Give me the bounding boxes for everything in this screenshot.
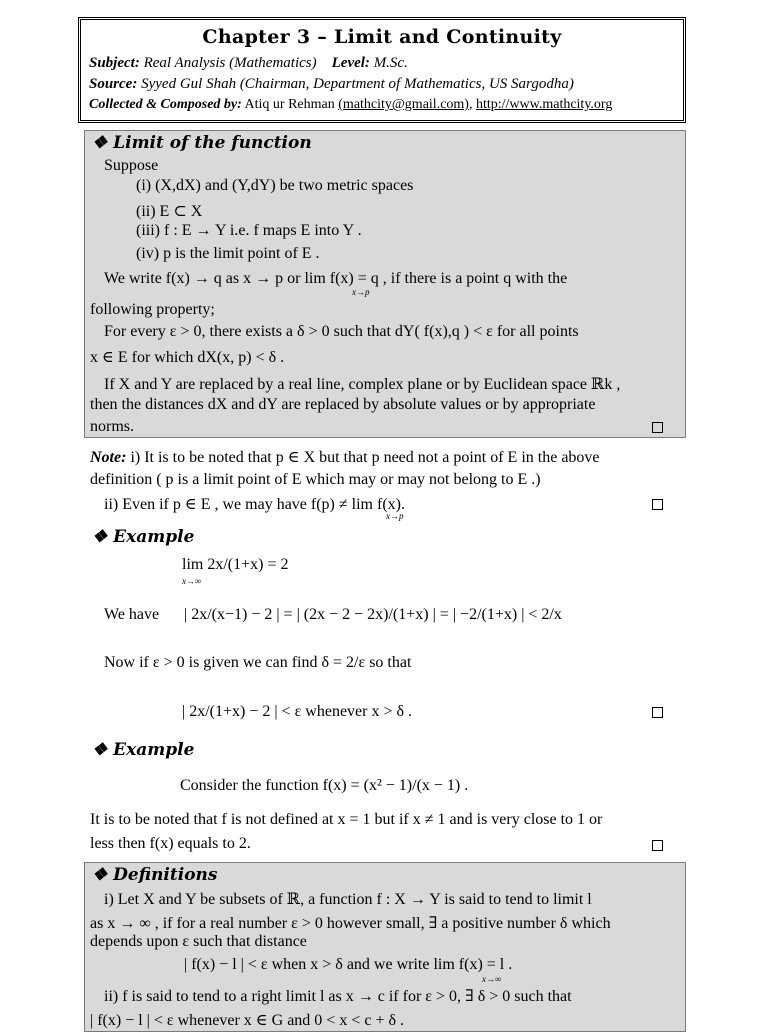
level-label: Level:: [331, 55, 370, 71]
note-text-1: i) It is to be noted that p ∈ X but that p need not a point of E in the above: [130, 449, 600, 466]
collected-label: Collected & Composed by:: [89, 97, 242, 112]
end-square-icon: [652, 420, 663, 438]
example2-line-1: It is to be noted that f is not defined at x = 1 but if x ≠ 1 and is very close to 1 or: [90, 811, 603, 828]
definition-1-line-4: | f(x) − l | < ε when x > δ and we write lim f(x) = l .: [184, 956, 513, 973]
note-line-1: [90, 447, 600, 467]
collected-line: Collected & Composed by: Atiq ur Rehman (mathcity@gmail.com), http://www.mathcity.org: [89, 97, 613, 112]
we-have-text: We have: [104, 606, 160, 623]
we-write-text: We write f(x) → q as x → p or lim f(x) = q , if there is a point q with the: [104, 270, 568, 287]
website-link[interactable]: http://www.mathcity.org: [475, 97, 613, 112]
note-line-2: definition ( p is a limit point of E which may or may not belong to E .): [90, 471, 541, 488]
email-link[interactable]: (mathcity@gmail.com): [338, 97, 469, 112]
lim-subscript: x→p: [352, 287, 370, 297]
condition-item: (i) (X,dX) and (Y,dY) be two metric spaces: [136, 177, 414, 194]
author-name: Atiq ur Rehman: [244, 97, 335, 112]
example1-heading: ❖ Example: [92, 527, 195, 547]
definition-1-line-3: depends upon ε such that distance: [90, 933, 307, 950]
chapter-title: Chapter 3 – Limit and Continuity: [202, 26, 562, 48]
x-in-e-text: x ∈ E for which dX(x, p) < δ .: [90, 349, 285, 366]
definitions-heading: ❖ Definitions: [92, 865, 218, 885]
source-line: [89, 76, 574, 93]
condition-item: (iv) p is the limit point of E .: [136, 245, 320, 262]
replaced-text: If X and Y are replaced by a real line, complex plane or by Euclidean space ℝk ,: [104, 376, 621, 393]
now-if-text: Now if ε > 0 is given we can find δ = 2/ε so that: [104, 654, 412, 671]
definition-1-line-2: as x → ∞ , if for a real number ε > 0 however small, ∃ a positive number δ which: [90, 915, 611, 932]
level-value: M.Sc.: [373, 55, 408, 71]
consider-text: Consider the function f(x) = (x² − 1)/(x − 1) .: [180, 777, 469, 794]
condition-item: (iii) f : E → Y i.e. f maps E into Y .: [136, 222, 362, 239]
example2-heading: ❖ Example: [92, 740, 195, 760]
example1-final: | 2x/(1+x) − 2 | < ε whenever x > δ .: [182, 703, 413, 720]
source-value: Syyed Gul Shah (Chairman, Department of Mathematics, US Sargodha): [141, 76, 574, 92]
header-box: [78, 17, 686, 123]
condition-item: (ii) E ⊂ X: [136, 203, 203, 220]
for-every-text: For every ε > 0, there exists a δ > 0 such that dY( f(x),q ) < ε for all points: [104, 323, 579, 340]
example1-limit: lim 2x/(1+x) = 2: [182, 556, 289, 573]
note-label: Note:: [90, 449, 127, 466]
suppose-text: Suppose: [104, 157, 159, 174]
following-text: following property;: [90, 301, 215, 318]
example1-lim-subscript: x→∞: [182, 576, 202, 586]
end-square-icon: [652, 497, 663, 515]
note-lim-subscript: x→p: [386, 511, 404, 521]
note-line-3: ii) Even if p ∈ E , we may have f(p) ≠ lim f(x).: [104, 496, 405, 513]
subject-label: Subject:: [89, 55, 140, 71]
limit-heading: ❖ Limit of the function: [92, 133, 312, 153]
definition-2-line-2: | f(x) − l | < ε whenever x ∈ G and 0 < x < c + δ .: [90, 1012, 404, 1029]
source-label: Source:: [89, 76, 138, 92]
norms-text: norms.: [90, 418, 134, 435]
subject-value: Real Analysis (Mathematics): [143, 55, 317, 71]
example2-line-2: less then f(x) equals to 2.: [90, 835, 251, 852]
definition-2-line-1: ii) f is said to tend to a right limit l as x → c if for ε > 0, ∃ δ > 0 such that: [104, 988, 572, 1005]
inequality-chain: | 2x/(x−1) − 2 | = | (2x − 2 − 2x)/(1+x) | = | −2/(1+x) | < 2/x: [184, 606, 562, 623]
end-square-icon: [652, 838, 663, 856]
distance-text: then the distances dX and dY are replaced by absolute values or by appropriate: [90, 396, 596, 413]
definition-1-line-1: i) Let X and Y be subsets of ℝ, a function f : X → Y is said to tend to limit l: [104, 891, 592, 908]
definition-lim-subscript: x→∞: [482, 974, 502, 984]
end-square-icon: [652, 705, 663, 723]
subject-line: [89, 55, 408, 72]
